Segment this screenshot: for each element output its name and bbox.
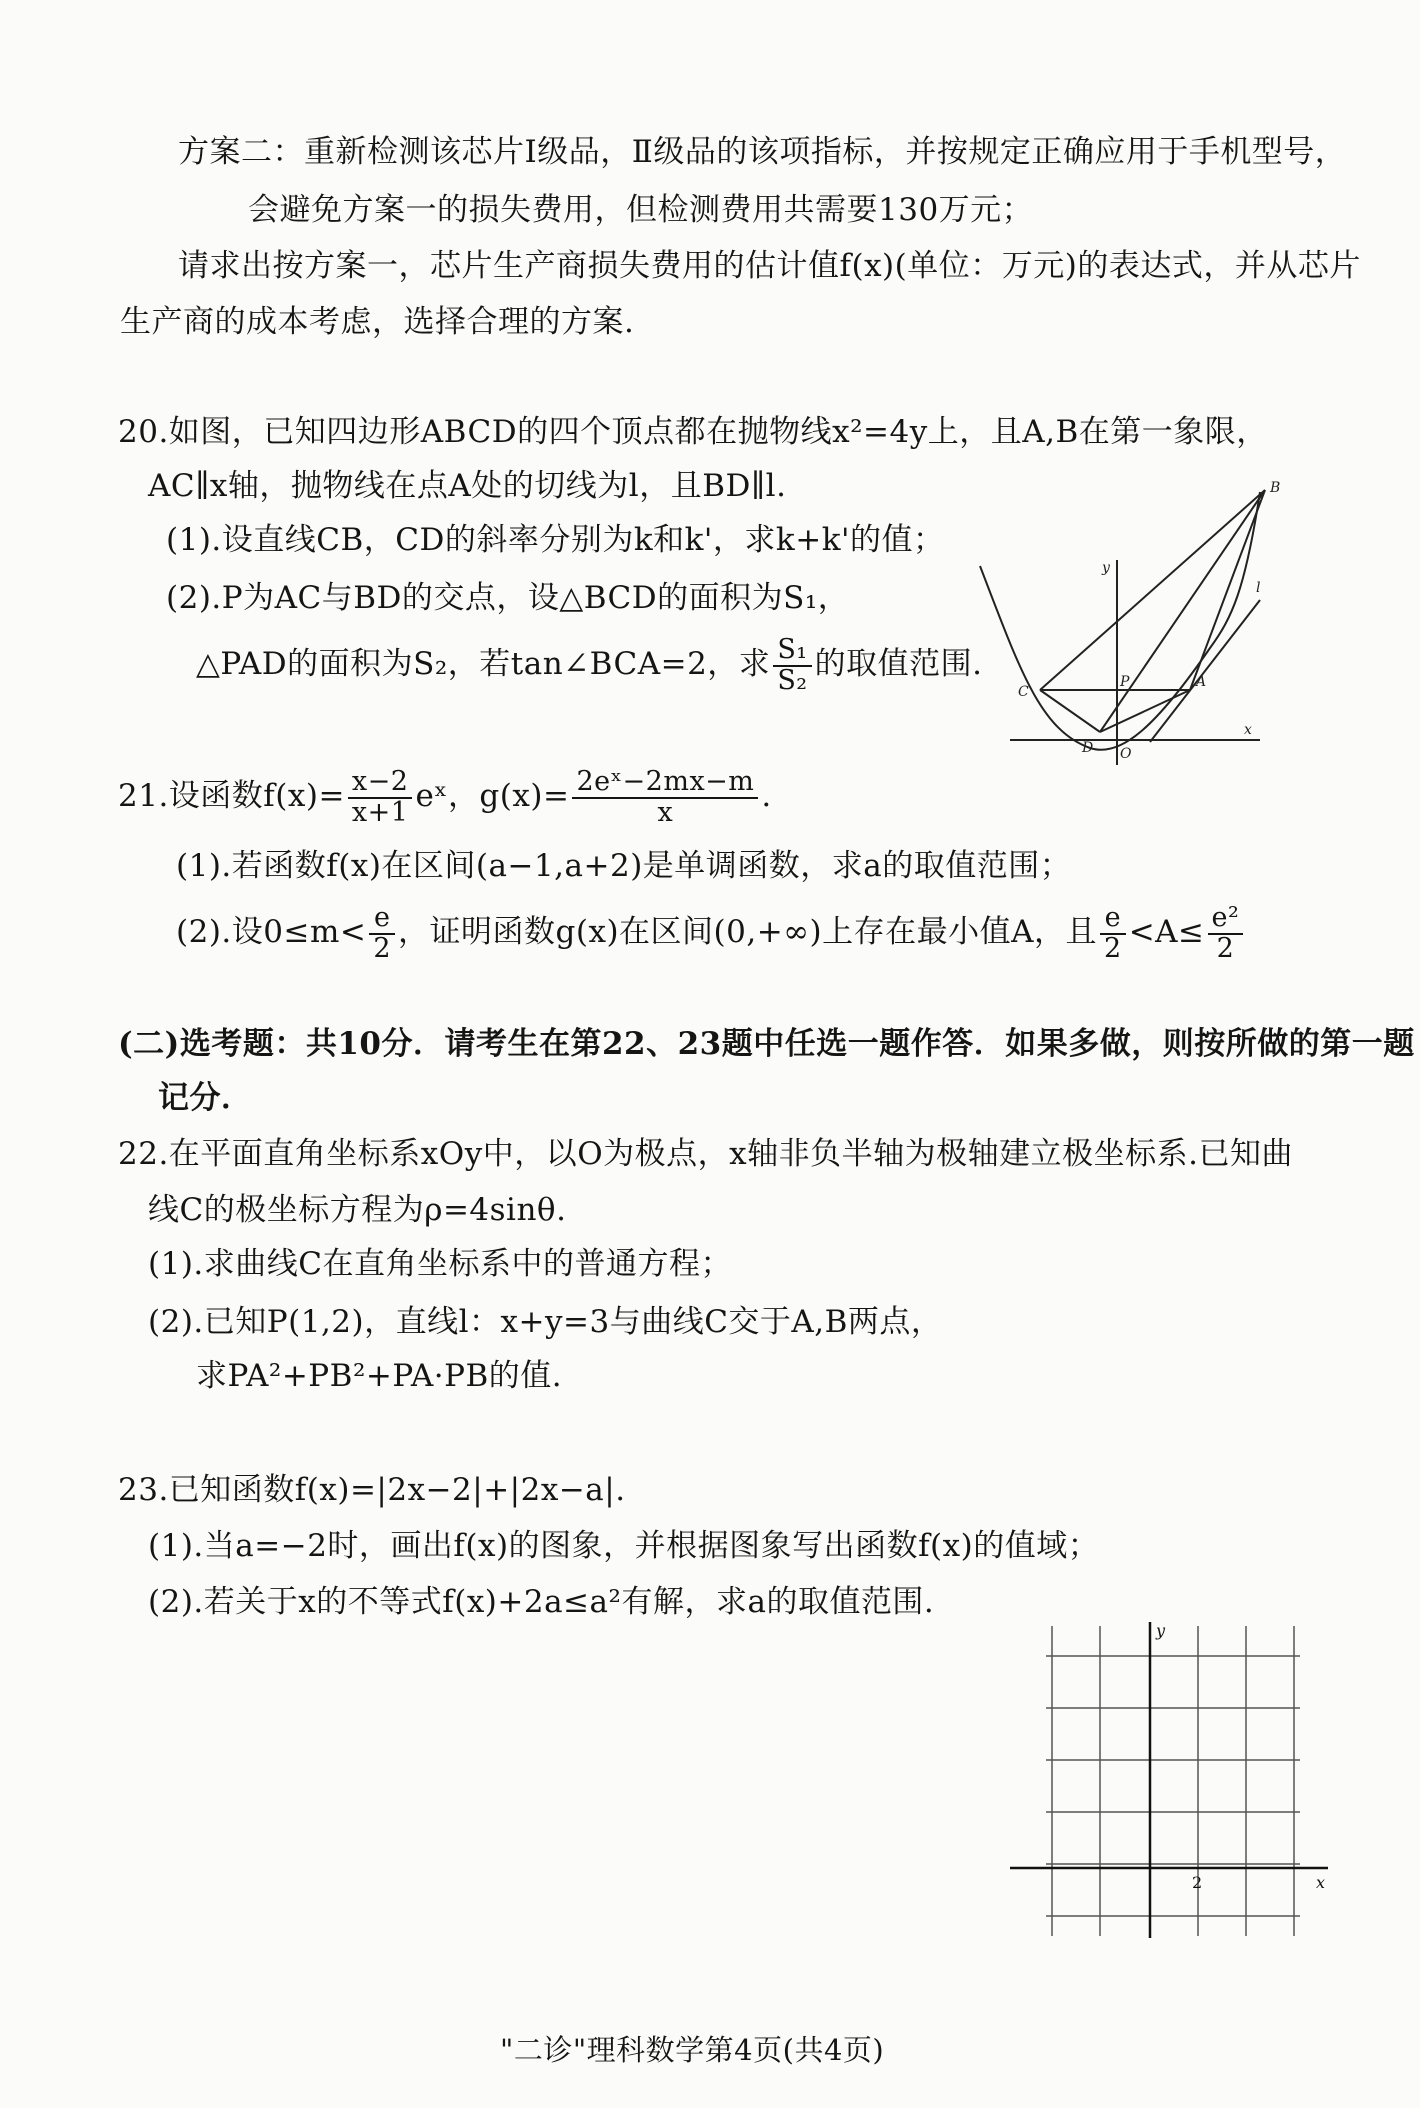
s1-over-s2-fraction: [773, 636, 811, 695]
segment-ab: [1190, 490, 1265, 690]
q22-part1: (1).求曲线C在直角坐标系中的普通方程；: [148, 1246, 732, 1282]
q22-line2: 线C的极坐标方程为ρ=4sinθ.: [148, 1192, 567, 1228]
fraction-numerator: e²: [1208, 904, 1244, 934]
fraction-numerator: x−2: [348, 768, 413, 798]
segment-cd: [1040, 690, 1100, 732]
q20-part2b-pre: △PAD的面积为S₂，若tan∠BCA=2，求: [196, 646, 771, 682]
e-squared-over-2-fraction: [1208, 904, 1244, 963]
fraction-denominator: 2: [1104, 932, 1122, 964]
plan2-line2: 会避免方案一的损失费用，但检测费用共需要130万元；: [248, 192, 1034, 228]
q20-part2b-post: 的取值范围.: [814, 646, 983, 682]
grid-horizontal-lines: [1046, 1656, 1300, 1916]
f-fraction: [348, 768, 413, 827]
segment-db: [1100, 490, 1265, 732]
label-a: A: [1196, 674, 1207, 690]
e-over-2-fraction: [369, 904, 395, 963]
fraction-denominator: x: [657, 796, 674, 828]
elective-line2: 记分．: [158, 1080, 253, 1116]
fraction-denominator: 2: [373, 932, 392, 964]
q21-line1: [118, 764, 772, 828]
segment-cb: [1040, 490, 1265, 690]
q20-part2b: [196, 634, 983, 695]
q23-coordinate-grid: [1010, 1620, 1340, 1940]
q21-part2-pre: (2).设0≤m<: [176, 914, 367, 950]
q22-part2b: 求PA²+PB²+PA·PB的值.: [196, 1358, 563, 1394]
q22-line1: 22.在平面直角坐标系xOy中，以O为极点，x轴非负半轴为极轴建立极坐标系.已知曲: [118, 1136, 1293, 1172]
grid-label-x: x: [1316, 1873, 1326, 1892]
label-p: P: [1120, 674, 1130, 690]
q22-part2: (2).已知P(1,2)，直线l：x+y=3与曲线C交于A,B两点，: [148, 1304, 943, 1340]
grid-label-y: y: [1156, 1621, 1166, 1640]
plan2-line4: 生产商的成本考虑，选择合理的方案.: [120, 304, 635, 340]
plan2-line3: 请求出按方案一，芯片生产商损失费用的估计值f(x)(单位：万元)的表达式，并从芯片: [178, 248, 1361, 284]
label-o: O: [1120, 746, 1132, 762]
q23-part1: (1).当a=−2时，画出f(x)的图象，并根据图象写出函数f(x)的值域；: [148, 1528, 1100, 1564]
fraction-numerator: e: [1100, 904, 1126, 934]
fraction-denominator: x+1: [351, 796, 409, 828]
q21-part2-lt: <A≤: [1128, 914, 1205, 950]
tangent-line-l: [1150, 600, 1260, 742]
g-fraction: [572, 768, 758, 827]
label-d: D: [1082, 740, 1094, 756]
fraction-numerator: 2eˣ−2mx−m: [572, 768, 758, 798]
q23-line1: 23.已知函数f(x)=|2x−2|+|2x−a|.: [118, 1472, 626, 1508]
label-b: B: [1270, 480, 1281, 496]
q23-part2: (2).若关于x的不等式f(x)+2a≤a²有解，求a的取值范围.: [148, 1584, 935, 1620]
grid-label-2: 2: [1192, 1873, 1203, 1892]
q21-pre: 21.设函数f(x)=: [118, 778, 345, 814]
fraction-numerator: e: [369, 904, 395, 934]
q21-part2-mid: ，证明函数g(x)在区间(0,+∞)上存在最小值A，且: [398, 914, 1097, 950]
q20-line1: 20.如图，已知四边形ABCD的四个顶点都在抛物线x²=4y上，且A,B在第一象限，: [118, 414, 1268, 450]
q21-mid: eˣ，g(x)=: [415, 778, 570, 814]
q20-part1: (1).设直线CB，CD的斜率分别为k和k'，求k+k'的值；: [166, 522, 945, 558]
label-l: l: [1256, 580, 1261, 596]
fraction-denominator: S₂: [777, 664, 808, 696]
elective-line1: (二)选考题：共10分．请考生在第22、23题中任选一题作答．如果多做，则按所做的第一题: [118, 1026, 1415, 1062]
q20-part2: (2).P为AC与BD的交点，设△BCD的面积为S₁，: [166, 580, 850, 616]
label-x: x: [1244, 722, 1252, 738]
q20-line2: AC∥x轴，抛物线在点A处的切线为l，且BD∥l.: [148, 468, 787, 504]
q21-post: .: [761, 778, 772, 814]
plan2-line1: 方案二：重新检测该芯片Ⅰ级品，Ⅱ级品的该项指标，并按规定正确应用于手机型号，: [178, 134, 1347, 170]
q21-part1: (1).若函数f(x)在区间(a−1,a+2)是单调函数，求a的取值范围；: [176, 848, 1072, 884]
fraction-denominator: 2: [1216, 932, 1235, 964]
label-c: C: [1018, 684, 1029, 700]
fraction-numerator: S₁: [773, 636, 811, 666]
q20-parabola-figure: [960, 480, 1310, 770]
e-over-2-fraction: [1100, 904, 1126, 963]
page-footer: "二诊"理科数学第4页(共4页): [500, 2033, 885, 2067]
label-y: y: [1102, 560, 1110, 576]
q21-part2: [176, 900, 1246, 964]
grid-vertical-lines: [1052, 1626, 1294, 1936]
